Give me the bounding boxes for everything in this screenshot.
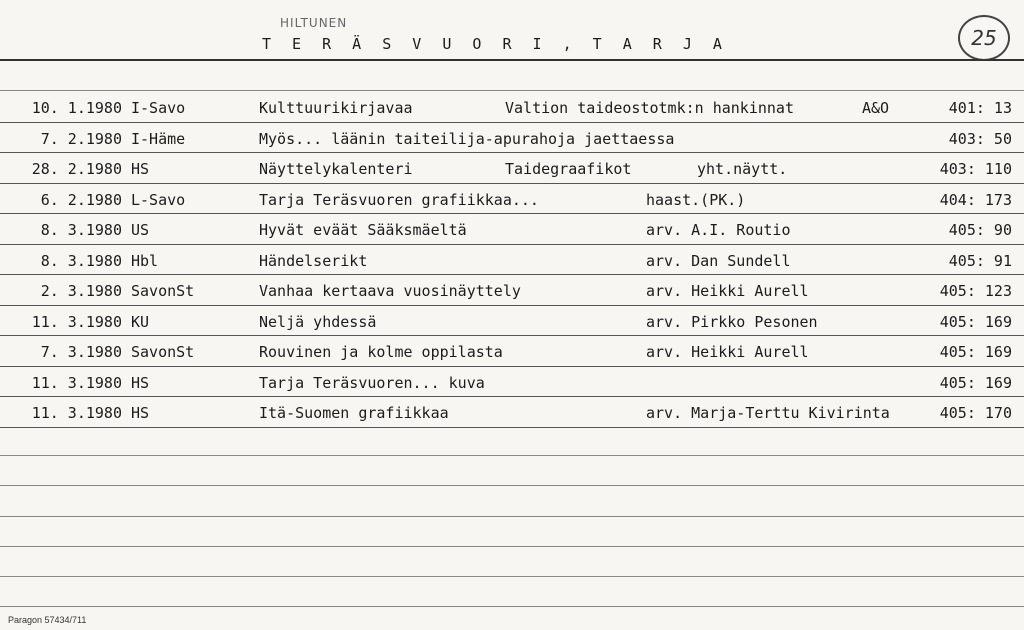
entry-subtitle: Taidegraafikot [505, 160, 632, 178]
printer-mark: Paragon 57434/711 [8, 615, 87, 625]
ruled-line [0, 576, 1024, 577]
entry-title: Rouvinen ja kolme oppilasta [259, 343, 503, 361]
entry-title: Hyvät eväät Sääksmäeltä [259, 221, 467, 239]
entry-reference: 405: 169 [939, 312, 1012, 331]
entry-source: HS [131, 373, 150, 392]
entry-reference: 401: 13 [948, 99, 1012, 117]
entry-source: SavonSt [131, 343, 195, 361]
entry-source: I-Häme [131, 129, 186, 148]
entry-title: Vanhaa kertaava vuosinäyttely [259, 282, 521, 300]
entry-author: arv. Heikki Aurell [646, 282, 809, 300]
entry-source: US [131, 221, 150, 239]
entry-date: 28. 2.1980 [31, 160, 122, 178]
entry-reference: 405: 91 [948, 251, 1012, 270]
table-row [0, 214, 1024, 244]
card-number-circle [958, 15, 1010, 61]
entry-author: arv. A.I. Routio [646, 221, 791, 239]
entry-author: arv. Marja-Terttu Kivirinta [646, 404, 890, 422]
entry-reference: 405: 169 [939, 373, 1012, 392]
entry-reference: 403: 110 [939, 160, 1012, 178]
ruled-line [0, 485, 1024, 486]
entry-author: arv. Dan Sundell [646, 251, 791, 270]
table-row [0, 92, 1024, 122]
entry-reference: 405: 170 [939, 404, 1012, 422]
entry-source: HS [131, 160, 150, 178]
entry-source: KU [131, 312, 150, 331]
entry-source: L-Savo [131, 190, 186, 209]
entry-date: 8. 3.1980 [40, 251, 122, 270]
entry-reference: 405: 90 [948, 221, 1012, 239]
ruled-line [0, 455, 1024, 456]
entry-title: Tarja Teräsvuoren grafiikkaa... [259, 190, 539, 209]
entry-title: Myös... läänin taiteilija-apurahoja jaettaessa [259, 129, 675, 148]
table-row [0, 397, 1024, 427]
table-row [0, 306, 1024, 336]
entry-source: HS [131, 404, 150, 422]
table-row [0, 245, 1024, 275]
ruled-line [0, 606, 1024, 607]
table-row [0, 367, 1024, 397]
entry-date: 8. 3.1980 [40, 221, 122, 239]
entry-title: Näyttelykalenteri [259, 160, 413, 178]
entry-date: 11. 3.1980 [31, 312, 122, 331]
entry-date: 6. 2.1980 [40, 190, 122, 209]
entry-title: Neljä yhdessä [259, 312, 377, 331]
card-number: 25 [971, 26, 997, 50]
entry-subtitle: Valtion taideostotmk:n hankinnat [505, 99, 794, 117]
entry-source: SavonSt [131, 282, 195, 300]
entry-reference: 405: 123 [939, 282, 1012, 300]
entry-date: 10. 1.1980 [31, 99, 122, 117]
entry-tag: A&O [862, 99, 890, 117]
entry-source: Hbl [131, 251, 159, 270]
table-row [0, 153, 1024, 183]
header-rule [0, 59, 1024, 61]
table-row [0, 184, 1024, 214]
entry-reference: 403: 50 [948, 129, 1012, 148]
entry-date: 7. 2.1980 [40, 129, 122, 148]
entry-title: Kulttuurikirjavaa [259, 99, 413, 117]
entry-reference: 405: 169 [939, 343, 1012, 361]
ruled-line [0, 516, 1024, 517]
card-title: T E R Ä S V U O R I , T A R J A [262, 35, 728, 53]
handwritten-note: HILTUNEN [280, 16, 348, 30]
entry-author: arv. Heikki Aurell [646, 343, 809, 361]
entry-title: Händelserikt [259, 251, 368, 270]
table-row [0, 275, 1024, 305]
entry-date: 11. 3.1980 [31, 404, 122, 422]
entry-date: 2. 3.1980 [40, 282, 122, 300]
entry-date: 11. 3.1980 [31, 373, 122, 392]
entry-title: Tarja Teräsvuoren... kuva [259, 373, 485, 392]
entry-title: Itä-Suomen grafiikkaa [259, 404, 449, 422]
table-row [0, 123, 1024, 153]
ruled-line [0, 90, 1024, 91]
ruled-line [0, 427, 1024, 428]
entry-author: haast.(PK.) [646, 190, 746, 209]
entry-reference: 404: 173 [939, 190, 1012, 209]
table-row [0, 336, 1024, 366]
entry-date: 7. 3.1980 [40, 343, 122, 361]
entry-note: yht.näytt. [697, 160, 788, 178]
ruled-line [0, 546, 1024, 547]
entry-source: I-Savo [131, 99, 186, 117]
entry-author: arv. Pirkko Pesonen [646, 312, 818, 331]
